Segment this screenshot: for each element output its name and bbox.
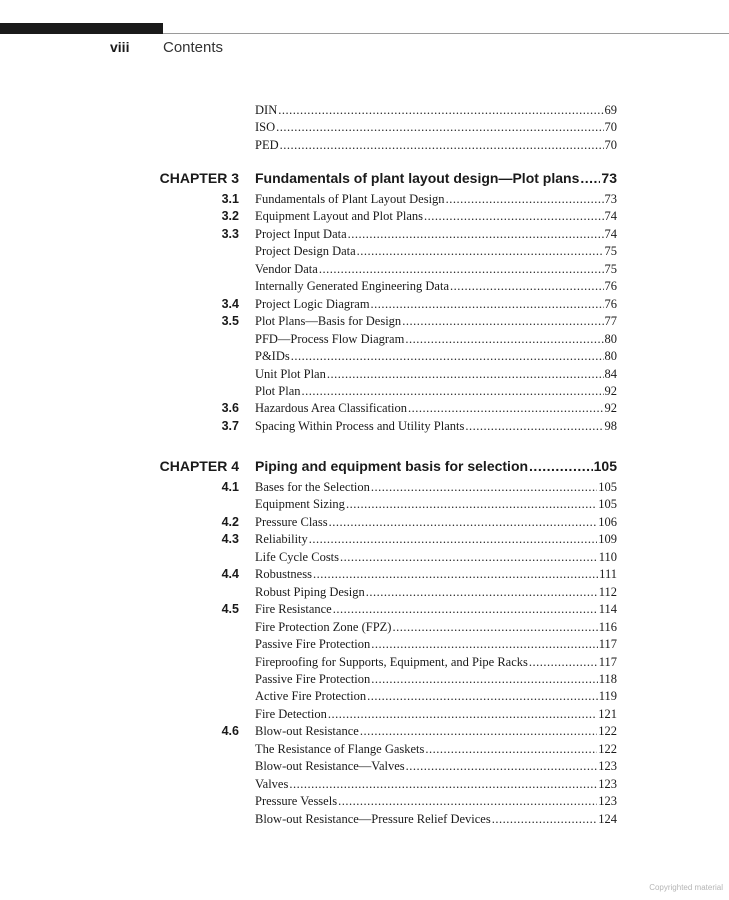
entry-title: Project Design Data: [255, 244, 356, 259]
page-ref: 119: [598, 689, 617, 704]
toc-entry: [255, 776, 617, 793]
toc-entry: [255, 566, 617, 583]
entry-title: Unit Plot Plan: [255, 366, 326, 381]
toc-row[interactable]: [0, 776, 729, 794]
entry-title: Internally Generated Engineering Data: [255, 279, 450, 294]
dot-leader: [492, 811, 598, 828]
page-ref: 73: [601, 170, 617, 186]
section-number: 4.6: [221, 724, 239, 739]
toc-entry: [255, 296, 617, 313]
toc-row[interactable]: [0, 191, 729, 209]
section-number: 3.7: [221, 418, 239, 433]
dot-leader: [450, 278, 603, 295]
page-ref: 105: [593, 458, 617, 474]
toc-entry: [255, 348, 617, 365]
entry-title: Hazardous Area Classification: [255, 401, 408, 416]
toc-row[interactable]: [0, 811, 729, 829]
page-ref: 77: [604, 314, 617, 329]
entry-title: Pressure Class: [255, 514, 328, 529]
toc-row[interactable]: [0, 331, 729, 349]
toc-row[interactable]: [0, 119, 729, 137]
entry-title: PED: [255, 137, 279, 152]
header-rule: [163, 33, 729, 34]
toc-row[interactable]: [0, 208, 729, 226]
toc-entry: [255, 811, 617, 828]
entry-title: Robustness: [255, 567, 312, 582]
section-number: 3.5: [221, 314, 239, 329]
dot-leader: [348, 226, 604, 243]
toc-row[interactable]: [0, 584, 729, 602]
page-ref: 75: [604, 244, 617, 259]
toc-row[interactable]: [0, 793, 729, 811]
running-head: Contents: [163, 39, 224, 56]
toc-entry: [255, 331, 617, 348]
toc-row[interactable]: [0, 549, 729, 567]
entry-title: Reliability: [255, 532, 308, 547]
entry-title: Vendor Data: [255, 261, 318, 276]
dot-leader: [302, 383, 604, 400]
page-ref: 92: [604, 383, 617, 398]
toc-row[interactable]: [0, 601, 729, 619]
dot-leader: [408, 400, 603, 417]
section-number: 3.6: [221, 401, 239, 416]
toc-entry: [255, 706, 617, 723]
page-ref: 122: [598, 741, 617, 756]
toc-entry: [255, 137, 617, 154]
toc-row[interactable]: [0, 671, 729, 689]
entry-title: Robust Piping Design: [255, 584, 365, 599]
page-ref: 117: [598, 654, 617, 669]
toc-entry: [255, 119, 617, 136]
toc-row[interactable]: [0, 137, 729, 155]
watermark: Copyrighted material: [649, 883, 723, 892]
toc-entry: [255, 383, 617, 400]
page-ref: 80: [604, 331, 617, 346]
dot-leader: [327, 366, 604, 383]
toc-entry: [255, 496, 617, 513]
dot-leader: [333, 601, 598, 618]
page-ref: 111: [599, 567, 617, 582]
toc-row[interactable]: [0, 706, 729, 724]
toc-row[interactable]: [0, 531, 729, 549]
section-number: 3.4: [221, 296, 239, 311]
dot-leader: [291, 348, 604, 365]
toc-entry: [255, 601, 617, 618]
toc-row[interactable]: [0, 348, 729, 366]
entry-title: Project Logic Diagram: [255, 296, 370, 311]
dot-leader: [371, 671, 597, 688]
toc-row[interactable]: [0, 758, 729, 776]
section-number: 4.4: [221, 567, 239, 582]
toc-entry: [255, 313, 617, 330]
section-number: 4.2: [221, 514, 239, 529]
toc-row[interactable]: [0, 383, 729, 401]
dot-leader: [366, 584, 598, 601]
page-ref: 110: [598, 549, 617, 564]
chapter-label: CHAPTER 3: [159, 170, 239, 186]
page-ref: 70: [604, 137, 617, 152]
page-ref: 121: [598, 706, 617, 721]
toc-entry: [255, 584, 617, 601]
toc-row[interactable]: [0, 741, 729, 759]
page-ref: 116: [598, 619, 617, 634]
page-ref: 76: [604, 296, 617, 311]
entry-title: Fundamentals of Plant Layout Design: [255, 192, 445, 206]
dot-leader: [425, 741, 597, 758]
section-number: 3.1: [221, 192, 239, 206]
toc-entry: [255, 654, 617, 671]
dot-leader: [329, 514, 598, 531]
dot-leader: [405, 331, 603, 348]
chapter-label: CHAPTER 4: [159, 458, 239, 474]
page-ref: 117: [598, 637, 617, 652]
toc-entry: [255, 261, 617, 278]
toc-entry: [255, 758, 617, 775]
page-ref: 112: [598, 584, 617, 599]
toc-entry: [255, 531, 617, 548]
toc-entry: [255, 226, 617, 243]
chapter-row[interactable]: [0, 458, 729, 476]
page-ref: 122: [598, 724, 617, 739]
toc-row[interactable]: [0, 400, 729, 418]
toc-row[interactable]: [0, 619, 729, 637]
toc-entry: [255, 208, 617, 225]
entry-title: Blow-out Resistance—Valves: [255, 759, 405, 774]
dot-leader: [340, 549, 598, 566]
toc-entry: [255, 191, 617, 208]
toc-row[interactable]: [0, 654, 729, 672]
page-ref: 105: [598, 497, 617, 512]
page-ref: 118: [598, 671, 617, 686]
dot-leader: [529, 458, 593, 475]
toc-row[interactable]: [0, 226, 729, 244]
chapter-title: Piping and equipment basis for selection: [255, 458, 529, 474]
page-ref: 114: [598, 602, 617, 617]
page-ref: 105: [598, 480, 617, 494]
page-ref: 106: [598, 514, 617, 529]
dot-leader: [280, 137, 604, 154]
page-ref: 123: [598, 794, 617, 809]
entry-title: ISO: [255, 120, 276, 135]
dot-leader: [371, 479, 597, 496]
page-ref: 80: [604, 349, 617, 364]
toc-row[interactable]: [0, 566, 729, 584]
dot-leader: [465, 418, 603, 435]
toc-entry: [255, 723, 617, 740]
dot-leader: [346, 496, 597, 513]
page-ref: 70: [604, 120, 617, 135]
entry-title: Blow-out Resistance: [255, 724, 359, 739]
toc-row[interactable]: [0, 636, 729, 654]
dot-leader: [309, 531, 597, 548]
toc-entry: [255, 636, 617, 653]
section-number: 3.2: [221, 209, 239, 224]
toc-entry: [255, 366, 617, 383]
dot-leader: [313, 566, 598, 583]
toc-row[interactable]: [0, 496, 729, 514]
toc-entry: [255, 243, 617, 260]
dot-leader: [278, 102, 603, 119]
entry-title: Fire Protection Zone (FPZ): [255, 619, 392, 634]
dot-leader: [319, 261, 604, 278]
entry-title: Fire Detection: [255, 706, 327, 721]
chapter-title: Fundamentals of plant layout design—Plot plans: [255, 170, 580, 186]
entry-title: P&IDs: [255, 349, 290, 364]
dot-leader: [289, 776, 597, 793]
dot-leader: [402, 313, 603, 330]
dot-leader: [367, 688, 598, 705]
toc-entry: [255, 418, 617, 435]
page-ref: 84: [604, 366, 617, 381]
page-ref: 74: [604, 209, 617, 224]
toc-row[interactable]: [0, 514, 729, 532]
entry-title: Plot Plan: [255, 383, 301, 398]
page-ref: 76: [604, 279, 617, 294]
page-ref: 69: [604, 103, 617, 117]
section-number: 3.3: [221, 226, 239, 241]
dot-leader: [371, 636, 597, 653]
page-ref: 73: [604, 192, 617, 206]
dot-leader: [529, 654, 598, 671]
page-ref: 92: [604, 401, 617, 416]
dot-leader: [392, 619, 597, 636]
page-ref: 74: [604, 226, 617, 241]
entry-title: Spacing Within Process and Utility Plants: [255, 418, 465, 433]
entry-title: DIN: [255, 103, 278, 117]
toc-entry: [255, 688, 617, 705]
entry-title: Equipment Layout and Plot Plans: [255, 209, 424, 224]
page-ref: 75: [604, 261, 617, 276]
toc-row[interactable]: [0, 296, 729, 314]
toc-entry: [255, 278, 617, 295]
dot-leader: [276, 119, 603, 136]
toc-entry: [255, 102, 617, 119]
toc-entry: [255, 514, 617, 531]
entry-title: Valves: [255, 776, 289, 791]
toc-entry: [255, 479, 617, 496]
section-number: 4.5: [221, 602, 239, 617]
page-ref: 123: [598, 759, 617, 774]
page-ref: 124: [598, 811, 617, 826]
dot-leader: [424, 208, 603, 225]
entry-title: Equipment Sizing: [255, 497, 345, 512]
toc-entry: [255, 549, 617, 566]
entry-title: Active Fire Protection: [255, 689, 367, 704]
toc-entry: [255, 170, 617, 187]
section-number: 4.3: [221, 532, 239, 547]
toc-entry: [255, 458, 617, 475]
toc-entry: [255, 671, 617, 688]
toc-row[interactable]: [0, 479, 729, 497]
entry-title: Fire Resistance: [255, 602, 332, 617]
toc-entry: [255, 741, 617, 758]
toc-row[interactable]: [0, 278, 729, 296]
page-number: viii: [110, 39, 130, 55]
entry-title: Project Input Data: [255, 226, 347, 241]
toc-entry: [255, 619, 617, 636]
dot-leader: [446, 191, 604, 208]
page-ref: 109: [598, 532, 617, 547]
dot-leader: [406, 758, 598, 775]
entry-title: Bases for the Selection: [255, 480, 370, 494]
entry-title: PFD—Process Flow Diagram: [255, 331, 405, 346]
entry-title: Blow-out Resistance—Pressure Relief Devices: [255, 811, 491, 826]
toc-row[interactable]: [0, 102, 729, 120]
page-ref: 123: [598, 776, 617, 791]
dot-leader: [328, 706, 597, 723]
toc-row[interactable]: [0, 688, 729, 706]
page-ref: 98: [604, 418, 617, 433]
dot-leader: [371, 296, 604, 313]
entry-title: Passive Fire Protection: [255, 637, 371, 652]
dot-leader: [580, 170, 600, 187]
toc-row[interactable]: [0, 723, 729, 741]
chapter-row[interactable]: [0, 170, 729, 188]
dot-leader: [338, 793, 597, 810]
dot-leader: [360, 723, 597, 740]
section-number: 4.1: [221, 480, 239, 494]
toc-entry: [255, 793, 617, 810]
toc-row[interactable]: [0, 366, 729, 384]
entry-title: Passive Fire Protection: [255, 671, 371, 686]
toc-row[interactable]: [0, 261, 729, 279]
entry-title: Life Cycle Costs: [255, 549, 340, 564]
dot-leader: [357, 243, 604, 260]
entry-title: Plot Plans—Basis for Design: [255, 314, 402, 329]
entry-title: The Resistance of Flange Gaskets: [255, 741, 425, 756]
entry-title: Fireproofing for Supports, Equipment, and Pipe Racks: [255, 654, 528, 669]
toc-row[interactable]: [0, 313, 729, 331]
entry-title: Pressure Vessels: [255, 794, 338, 809]
toc-row[interactable]: [0, 418, 729, 436]
header-bar: [0, 23, 163, 34]
toc-entry: [255, 400, 617, 417]
toc-row[interactable]: [0, 243, 729, 261]
